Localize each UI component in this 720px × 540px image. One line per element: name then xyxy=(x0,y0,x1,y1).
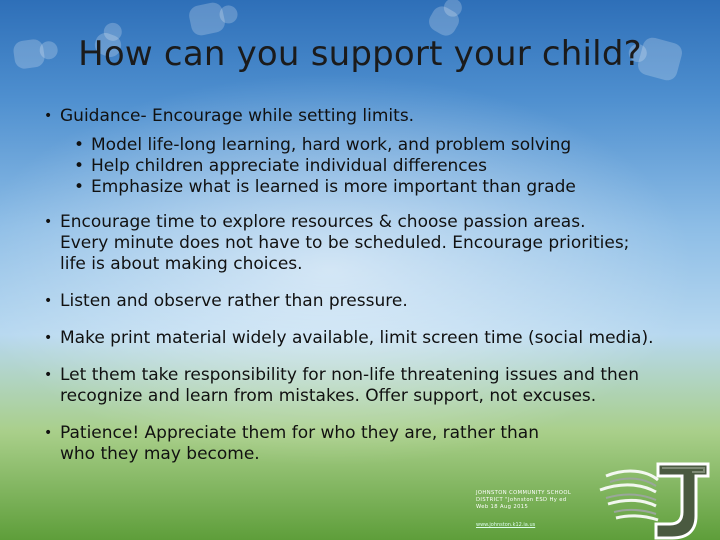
bullet-marker: • xyxy=(44,330,53,346)
bullet-text: Make print material widely available, limit screen time (social media). xyxy=(60,328,654,348)
sub-bullet-text: Help children appreciate individual differences xyxy=(91,156,487,176)
bullet-marker: • xyxy=(44,214,53,230)
sub-bullet-item xyxy=(44,135,704,156)
bullet-text: Patience! Appreciate them for who they are, rather than xyxy=(60,423,539,443)
sub-bullet-text: Emphasize what is learned is more important than grade xyxy=(91,177,576,197)
bullet-marker: • xyxy=(44,425,53,441)
bullet-text: Every minute does not have to be scheduled. Encourage priorities; xyxy=(60,233,630,253)
bullet-text: Let them take responsibility for non-life threatening issues and then xyxy=(60,365,639,385)
bullet-item xyxy=(44,291,704,312)
bullet-text: Listen and observe rather than pressure. xyxy=(60,291,408,311)
johnston-j-logo xyxy=(596,458,716,540)
footer-link[interactable]: www.johnston.k12.ia.us xyxy=(476,522,536,528)
bullet-item xyxy=(44,212,704,275)
slide-title: How can you support your child? xyxy=(78,34,642,74)
bullet-marker: • xyxy=(44,108,53,124)
bullet-item xyxy=(44,365,704,407)
bullet-text: who they may become. xyxy=(60,444,260,464)
bullet-item xyxy=(44,328,704,349)
bullet-marker: • xyxy=(74,135,85,155)
bullet-marker: • xyxy=(74,177,85,197)
puzzle-piece-decoration xyxy=(187,1,226,37)
bullet-marker: • xyxy=(44,367,53,383)
sub-bullet-item xyxy=(44,156,704,177)
footer-line: JOHNSTON COMMUNITY SCHOOL xyxy=(476,490,572,496)
bullet-marker: • xyxy=(74,156,85,176)
bullet-marker: • xyxy=(44,293,53,309)
bullet-text: life is about making choices. xyxy=(60,254,303,274)
bullet-text: Guidance- Encourage while setting limits. xyxy=(60,106,415,126)
footer-citation xyxy=(476,490,596,511)
bullet-text: recognize and learn from mistakes. Offer support, not excuses. xyxy=(60,386,597,406)
bullet-item xyxy=(44,106,704,127)
footer-line: DISTRICT "Johnston ESD Hy ed xyxy=(476,497,567,503)
bullet-text: Encourage time to explore resources & choose passion areas. xyxy=(60,212,586,232)
sub-bullet-item xyxy=(44,177,704,198)
sub-bullet-text: Model life-long learning, hard work, and problem solving xyxy=(91,135,572,155)
slide-content xyxy=(44,106,704,465)
footer-line: Web 18 Aug 2015 xyxy=(476,504,529,510)
